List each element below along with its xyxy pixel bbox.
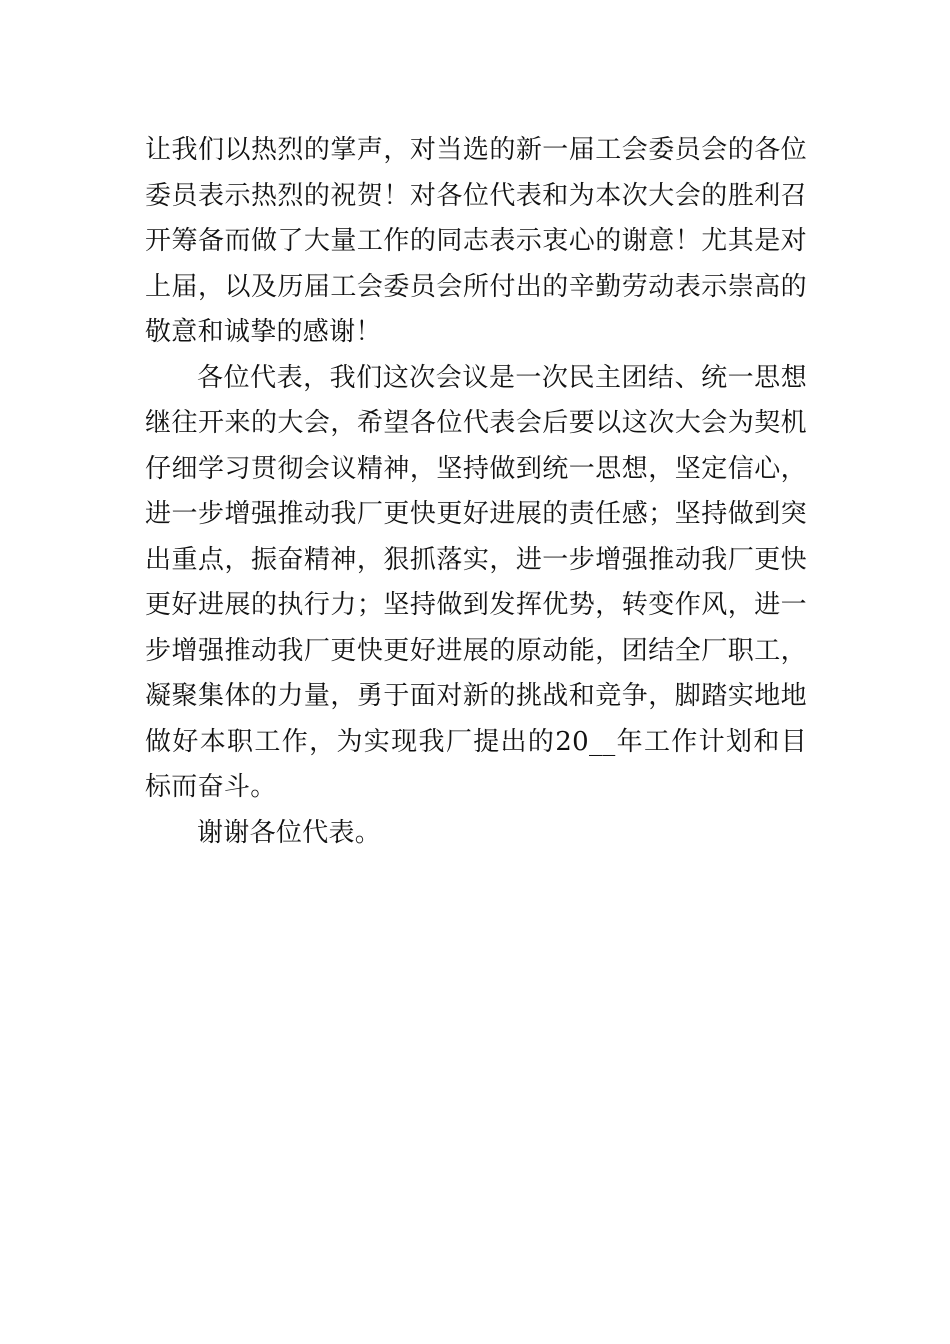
paragraph-closing-thanks: 谢谢各位代表。 bbox=[197, 817, 382, 848]
paragraph-call-to-action: 各位代表，我们这次会议是一次民主团结、统一思想继往开来的大会，希望各位代表会后要以这次大会为契机仔细学习贯彻会议精神，坚持做到统一思想，坚定信心，进一步增强推动我厂更快更好进展的责任感；坚持做到突出重点，振奋精神，狠抓落实，进一步增强推动我厂更快更好进展的执行力；坚持做到发挥优势，转变作风，进一步增强推动我厂更快更好进展的原动能，团结全厂职工，凝聚集体的力量，勇于面对新的挑战和竞争，脚踏实地地做好本职工作，为实现我厂提出的20__年工作计划和目标而奋斗。 bbox=[145, 362, 807, 802]
document-body bbox=[145, 128, 807, 856]
paragraph-congratulations: 让我们以热烈的掌声，对当选的新一届工会委员会的各位委员表示热烈的祝贺！对各位代表和为本次大会的胜利召开筹备而做了大量工作的同志表示衷心的谢意！尤其是对上届，以及历届工会委员会所付出的辛勤劳动表示崇高的敬意和诚挚的感谢！ bbox=[145, 135, 807, 347]
